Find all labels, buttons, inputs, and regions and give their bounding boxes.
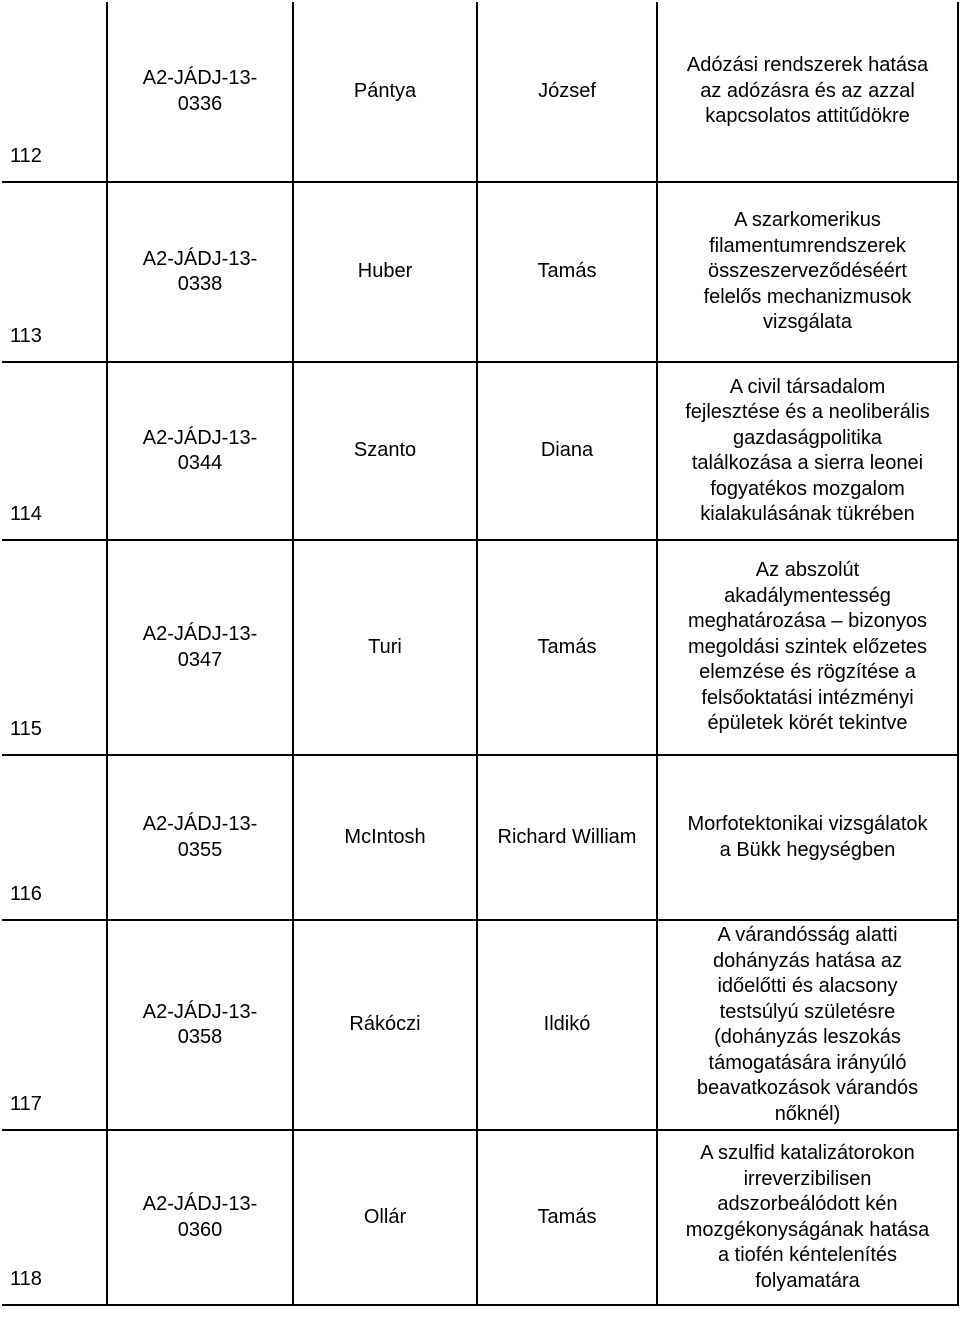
table-row	[2, 920, 958, 1130]
row-number: 113	[2, 182, 107, 362]
last-name: McIntosh	[293, 755, 477, 920]
applicant-table	[2, 2, 959, 1306]
last-name: Turi	[293, 540, 477, 755]
last-name: Huber	[293, 182, 477, 362]
project-title: A várandósság alatti dohányzás hatása az időelőtti és alacsony testsúlyú születésre (dohányzás leszokás támogatására irányúló beavatkozások várandós nőknél)	[657, 920, 958, 1130]
last-name: Pántya	[293, 2, 477, 182]
first-name: Diana	[477, 362, 657, 540]
row-number: 114	[2, 362, 107, 540]
application-id: A2-JÁDJ-13- 0358	[107, 920, 293, 1130]
application-id: A2-JÁDJ-13- 0347	[107, 540, 293, 755]
row-number: 117	[2, 920, 107, 1130]
table-row	[2, 362, 958, 540]
table-row	[2, 755, 958, 920]
project-title: Az abszolút akadálymentesség meghatározása – bizonyos megoldási szintek előzetes elemzése és rögzítése a felsőoktatási intézményi épületek körét tekintve	[657, 540, 958, 755]
row-number: 118	[2, 1130, 107, 1305]
application-id: A2-JÁDJ-13- 0344	[107, 362, 293, 540]
table-row	[2, 1130, 958, 1305]
application-id: A2-JÁDJ-13- 0360	[107, 1130, 293, 1305]
row-number: 115	[2, 540, 107, 755]
table-row	[2, 2, 958, 182]
application-id: A2-JÁDJ-13- 0336	[107, 2, 293, 182]
first-name: Ildikó	[477, 920, 657, 1130]
table-row	[2, 540, 958, 755]
first-name: József	[477, 2, 657, 182]
last-name: Szanto	[293, 362, 477, 540]
last-name: Ollár	[293, 1130, 477, 1305]
project-title: Adózási rendszerek hatása az adózásra és az azzal kapcsolatos attitűdökre	[657, 2, 958, 182]
application-id: A2-JÁDJ-13- 0355	[107, 755, 293, 920]
application-id: A2-JÁDJ-13- 0338	[107, 182, 293, 362]
first-name: Richard William	[477, 755, 657, 920]
first-name: Tamás	[477, 1130, 657, 1305]
row-number: 112	[2, 2, 107, 182]
project-title: A szulfid katalizátorokon irreverzibilisen adszorbeálódott kén mozgékonyságának hatása a tiofén kéntelenítés folyamatára	[657, 1130, 958, 1305]
table-row	[2, 182, 958, 362]
row-number: 116	[2, 755, 107, 920]
first-name: Tamás	[477, 540, 657, 755]
project-title: A szarkomerikus filamentumrendszerek összeszerveződéséért felelős mechanizmusok vizsgálata	[657, 182, 958, 362]
first-name: Tamás	[477, 182, 657, 362]
project-title: A civil társadalom fejlesztése és a neoliberális gazdaságpolitika találkozása a sierra leonei fogyatékos mozgalom kialakulásának tükrében	[657, 362, 958, 540]
project-title: Morfotektonikai vizsgálatok a Bükk hegységben	[657, 755, 958, 920]
last-name: Rákóczi	[293, 920, 477, 1130]
